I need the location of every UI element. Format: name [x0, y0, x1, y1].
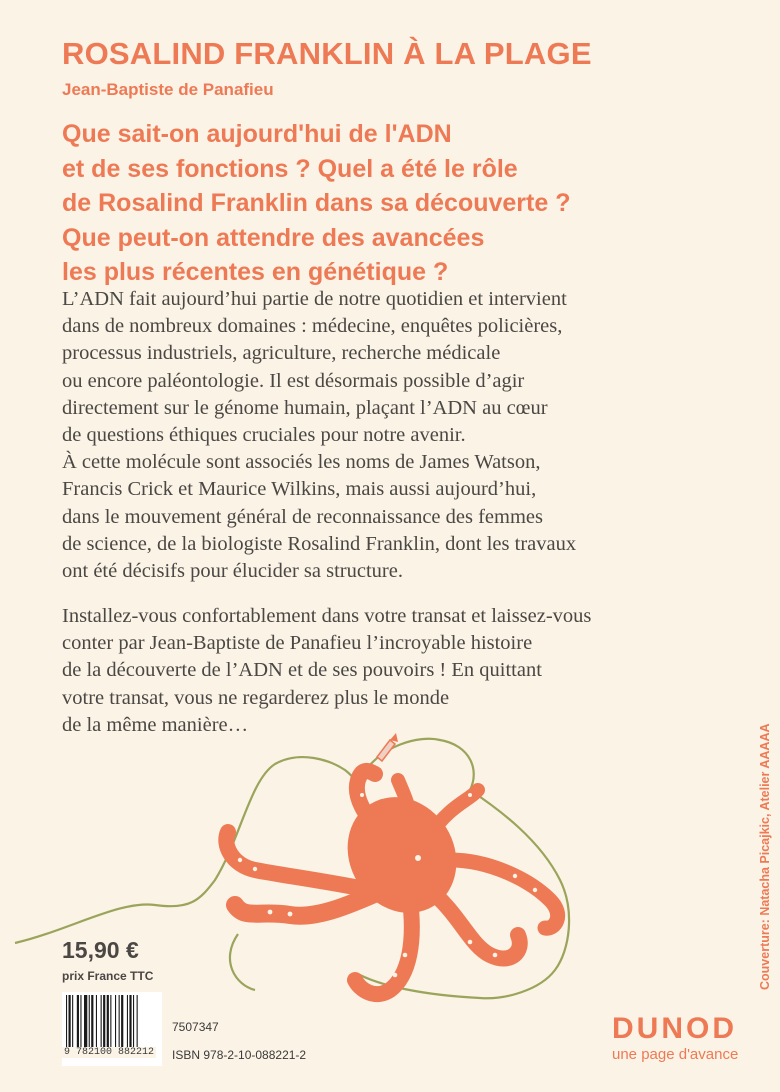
text-line: Installez-vous confortablement dans votre transat et laissez-vous: [62, 605, 592, 627]
text-line: de la même manière…: [62, 713, 249, 736]
text-line: À cette molécule sont associés les noms de James Watson,: [62, 451, 541, 474]
question-line: et de ses fonctions ? Quel a été le rôle: [62, 154, 518, 183]
text-line: ou encore paléontologie. Il est désormais possible d’agir: [62, 369, 525, 392]
book-title: ROSALIND FRANKLIN À LA PLAGE: [62, 36, 592, 71]
price: 15,90 €: [62, 937, 139, 963]
publisher-logo: DUNOD: [612, 1012, 737, 1045]
question-line: Que peut-on attendre des avancées: [62, 223, 485, 252]
text-line: L’ADN fait aujourd’hui partie de notre quotidien et intervient: [62, 288, 567, 310]
isbn: ISBN 978-2-10-088221-2: [172, 1048, 307, 1062]
product-code: 7507347: [172, 1020, 219, 1034]
text-line: votre transat, vous ne regarderez plus le monde: [62, 686, 450, 709]
barcode-digits: 9 782100 882212: [64, 1047, 155, 1058]
text-line: de questions éthiques cruciales pour notre avenir.: [62, 424, 466, 447]
author-name: Jean-Baptiste de Panafieu: [62, 80, 274, 99]
publisher-tagline: une page d'avance: [612, 1046, 739, 1063]
text-line: conter par Jean-Baptiste de Panafieu l’incroyable histoire: [62, 632, 533, 655]
text-line: Francis Crick et Maurice Wilkins, mais aussi aujourd’hui,: [62, 478, 537, 501]
cover-credit: Couverture: Natacha Picajkic, Atelier AAAAA: [758, 723, 772, 990]
text-line: de science, de la biologiste Rosalind Franklin, dont les travaux: [62, 532, 577, 555]
text-line: de la découverte de l’ADN et de ses pouvoirs ! En quittant: [62, 659, 542, 682]
price-label: prix France TTC: [62, 969, 154, 983]
question-line: de Rosalind Franklin dans sa découverte ?: [62, 189, 571, 217]
text-line: directement sur le génome humain, plaçant l’ADN au cœur: [62, 396, 548, 419]
text-line: ont été décisifs pour élucider sa structure.: [62, 560, 403, 583]
text-line: dans le mouvement général de reconnaissance des femmes: [62, 505, 543, 528]
text-line: dans de nombreux domaines : médecine, enquêtes policières,: [62, 315, 563, 338]
text-line: processus industriels, agriculture, recherche médicale: [62, 342, 501, 365]
question-line: Que sait-on aujourd'hui de l'ADN: [62, 120, 452, 148]
question-line: les plus récentes en génétique ?: [62, 258, 449, 286]
